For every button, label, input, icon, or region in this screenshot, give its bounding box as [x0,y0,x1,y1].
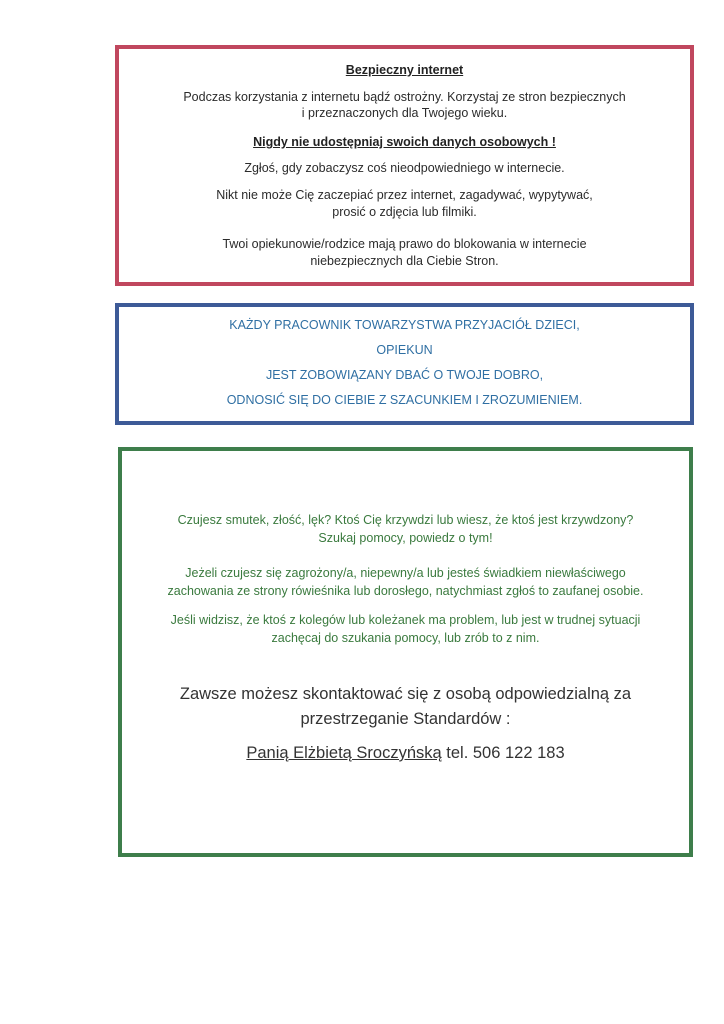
feelings-text-line1: Czujesz smutek, złość, lęk? Ktoś Cię krzywdzi lub wiesz, że ktoś jest krzywdzony? [177,513,634,527]
contact-intro-line1: Zawsze możesz skontaktować się z osobą odpowiedzialną za [179,685,632,703]
help-others-text-line2: zachęcaj do szukania pomocy, lub zrób to z nim. [271,631,540,645]
feelings-text-line2: Szukaj pomocy, powiedz o tym! [318,531,493,545]
guardians-text-line2: niebezpiecznych dla Ciebie Stron. [310,254,499,268]
threat-text-line2: zachowania ze strony rówieśnika lub dorosłego, natychmiast zgłoś to zaufanej osobie. [167,584,644,598]
internet-safety-box [115,45,694,286]
contact-warning-line1: Nikt nie może Cię zaczepiać przez internet, zagadywać, wypytywać, [216,188,593,202]
contact-warning-line2: prosić o zdjęcia lub filmiki. [332,205,477,219]
caution-text-line2: i przeznaczonych dla Twojego wieku. [301,106,508,120]
staff-obligation-line3: JEST ZOBOWIĄZANY DBAĆ O TWOJE DOBRO, [265,368,544,382]
help-others-text-line1: Jeśli widzisz, że ktoś z kolegów lub koleżanek ma problem, lub jest w trudnej sytuacji [170,613,641,627]
seek-help-box [118,447,693,857]
contact-person [122,744,689,763]
contact-phone: tel. 506 122 183 [441,744,565,762]
internet-safety-title: Bezpieczny internet [345,63,464,77]
contact-person-name: Panią Elżbietą Sroczyńską [246,744,442,762]
guardians-text-line1: Twoi opiekunowie/rodzice mają prawo do blokowania w internecie [222,237,587,251]
staff-obligation-line2: OPIEKUN [376,343,433,357]
staff-obligation-line1: KAŻDY PRACOWNIK TOWARZYSTWA PRZYJACIÓŁ DZIECI, [229,318,580,332]
staff-obligation-box [115,303,694,425]
staff-obligation-line4: ODNOSIĆ SIĘ DO CIEBIE Z SZACUNKIEM I ZROZUMIENIEM. [226,393,583,407]
contact-intro-line2: przestrzeganie Standardów : [300,710,511,728]
caution-text-line1: Podczas korzystania z internetu bądź ostrożny. Korzystaj ze stron bezpiecznych [183,90,626,104]
personal-data-warning: Nigdy nie udostępniaj swoich danych osobowych ! [253,135,556,149]
threat-text-line1: Jeżeli czujesz się zagrożony/a, niepewny/a lub jesteś świadkiem niewłaściwego [185,566,626,580]
report-text: Zgłoś, gdy zobaczysz coś nieodpowiedniego w internecie. [244,161,565,175]
